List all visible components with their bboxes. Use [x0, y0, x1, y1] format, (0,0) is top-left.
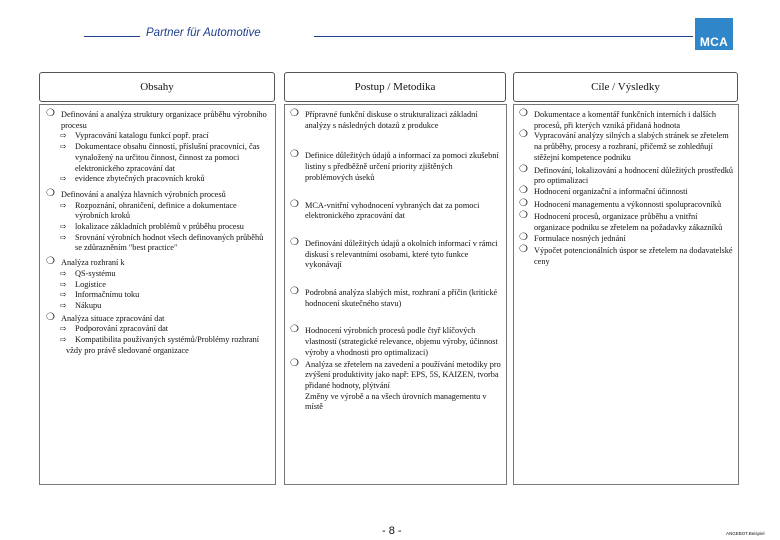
arrow-icon: ⇨ [60, 174, 67, 184]
arrow-icon: ⇨ [60, 335, 67, 345]
item-text: Definování, lokalizování a hodnocení důležitých prostředků pro optimalizaci [534, 165, 734, 186]
bullet-icon: ❍ [290, 324, 299, 336]
arrow-icon: ⇨ [60, 324, 67, 334]
list-item [519, 184, 735, 198]
method-column [290, 110, 502, 413]
column-header-method [284, 72, 506, 102]
item-text: Vypracování analýzy silných a slabých stránek se zřetelem na průběhy, procesy a rozhraní, přičemž se zohledňují stěžejní kompetence podniku [534, 131, 729, 162]
bullet-icon: ❍ [46, 256, 55, 268]
item-text: Analýza situace zpracování dat [61, 313, 165, 323]
sub-item [46, 233, 272, 254]
sub-item-text: Kompatibilita používaných systémů/Problémy rozhraní [75, 335, 260, 345]
sub-item-text: Logistice [75, 279, 106, 289]
arrow-icon: ⇨ [60, 222, 67, 232]
item-text: Definování důležitých údajů a okolních informací v rámci diskusí s relevantními osobami, které tyto funkce vykonávají [305, 238, 498, 270]
item-text: Analýza se zřetelem na zavedení a používání metodiky pro zvýšení produktivity jako např: EPS, 5S, KAIZEN, tvorba přidané hodnoty, plýtvání [305, 359, 501, 390]
arrow-icon: ⇨ [60, 232, 67, 242]
bullet-icon: ❍ [519, 163, 528, 175]
list-item [290, 236, 502, 271]
column-header-contents [39, 72, 275, 102]
list-item [290, 326, 502, 358]
arrow-icon: ⇨ [60, 300, 67, 310]
list-item [46, 258, 272, 269]
sub-item [46, 290, 272, 301]
arrow-icon: ⇨ [60, 290, 67, 300]
item-text: Přípravné funkční diskuse o strukturalizaci základní analýzy s následných dotazů z produkce [305, 110, 478, 130]
sub-item-text: evidence zbytečných pracovních kroků [75, 174, 205, 184]
list-item [290, 151, 502, 183]
list-item [46, 311, 272, 325]
sub-item [46, 301, 272, 312]
sub-item-text: Informačnímu toku [75, 290, 140, 300]
list-item [519, 163, 735, 187]
sub-item-text: Dokumentace obsahu činností, příslušní pracovníci, čas vynaložený na určitou činnost, činnost za pomoci elektronického zpracování dat [75, 142, 260, 173]
list-item [519, 246, 735, 267]
bullet-icon: ❍ [290, 108, 299, 119]
sub-item [46, 269, 272, 280]
contents-column [46, 110, 272, 356]
item-text: Výpočet potencionálních úspor se zřetelem na dodavatelské ceny [534, 246, 733, 267]
column-title: Postup / Metodika [354, 81, 436, 93]
document-code: ANGEBOT.Beispiel [726, 531, 765, 536]
sub-item-text: Nákupu [75, 300, 102, 310]
bullet-icon: ❍ [519, 197, 528, 209]
bullet-icon: ❍ [519, 129, 528, 141]
bullet-icon: ❍ [519, 231, 528, 243]
item-text: Hodnocení organizační a informační účinnosti [534, 186, 688, 196]
sub-item-text: QS-systému [75, 268, 116, 278]
sub-item-text: Vypracování katalogu funkcí popř. prací [75, 131, 209, 141]
item-text: Podrobná analýza slabých míst, rozhraní a příčin (kritické hodnocení skutečného stavu) [305, 288, 498, 308]
item-text: Definování a analýza struktury organizace průběhu výrobního procesu [61, 110, 267, 130]
sub-item [46, 324, 272, 335]
bullet-icon: ❍ [290, 286, 299, 298]
bullet-icon: ❍ [46, 108, 55, 119]
bullet-icon: ❍ [519, 184, 528, 196]
list-item [519, 212, 735, 233]
bullet-icon: ❍ [290, 198, 299, 210]
sub-item-text: lokalizace základních problémů v průběhu procesu [75, 222, 244, 232]
list-item [519, 231, 735, 245]
list-item [290, 357, 502, 392]
list-item [290, 110, 502, 131]
list-item [46, 110, 272, 131]
arrow-icon: ⇨ [60, 200, 67, 210]
bullet-icon: ❍ [290, 236, 299, 248]
note-text: Změny ve výrobě a na všech úrovních managementu v místě [305, 391, 487, 412]
item-text: Definice důležitých údajů a informací za pomoci zkušební listiny s předběžně určení priority zjištěných problémových úseků [305, 151, 499, 182]
bullet-icon: ❍ [519, 210, 528, 222]
list-item [290, 198, 502, 222]
page-number: - 8 - [382, 525, 402, 537]
item-text: Formulace nosných jednání [534, 233, 626, 243]
arrow-icon: ⇨ [60, 279, 67, 289]
sub-item [46, 280, 272, 291]
bullet-icon: ❍ [290, 357, 299, 369]
list-item [519, 110, 735, 131]
sub-item [46, 222, 272, 233]
list-item [519, 197, 735, 211]
header-rule-left [84, 36, 140, 37]
list-item [519, 131, 735, 163]
bullet-icon: ❍ [46, 311, 55, 323]
item-text: Hodnocení managementu a výkonnosti spolupracovníků [534, 199, 722, 209]
list-item [290, 288, 502, 309]
sub-item-text: Srovnání výrobních hodnot všech definovaných průběhů se zdůrazněním "best practice" [75, 232, 264, 253]
sub-item [46, 335, 272, 346]
results-column [519, 110, 735, 268]
item-text: Analýza rozhraní k [61, 258, 125, 268]
item-text: Dokumentace a komentář funkčních interních i dalších procesů, při kterých vzniká přidaná hodnota [534, 110, 717, 130]
column-title: Obsahy [140, 81, 174, 93]
sub-item [46, 131, 272, 142]
item-text: Hodnocení výrobních procesů podle čtyř klíčových vlastností (strategické relevance, objemu výroby, účinnost výroby a vhodnosti pro optimalizaci) [305, 326, 498, 357]
mca-logo: MCA [695, 18, 733, 50]
arrow-icon: ⇨ [60, 131, 67, 141]
list-item [46, 187, 272, 201]
bullet-icon: ❍ [290, 149, 299, 161]
column-header-results [513, 72, 738, 102]
arrow-icon: ⇨ [60, 142, 67, 152]
bullet-icon: ❍ [46, 187, 55, 199]
sub-item-text: Podporování zpracování dat [75, 324, 169, 334]
bullet-icon: ❍ [519, 108, 528, 119]
sub-item [46, 201, 272, 222]
item-text: Definování a analýza hlavních výrobních procesů [61, 189, 226, 199]
header-rule-right [314, 36, 693, 37]
item-text: MCA-vnitřní vyhodnocení vybraných dat za pomoci elektronického zpracování dat [305, 200, 480, 221]
column-title: Cíle / Výsledky [591, 81, 660, 93]
item-text: Hodnocení procesů, organizace průběhu a vnitřní organizace podniku se zřetelem na požadavky zákazníků [534, 212, 723, 233]
tagline: Partner für Automotive [146, 27, 261, 39]
sub-item-text: Rozpoznání, ohraničení, definice a dokumentace výrobních kroků [75, 200, 237, 221]
arrow-icon: ⇨ [60, 268, 67, 278]
sub-item [46, 142, 272, 174]
bullet-icon: ❍ [519, 244, 528, 256]
sub-item [46, 174, 272, 185]
note-text: vždy pro právě sledované organizace [66, 345, 189, 355]
